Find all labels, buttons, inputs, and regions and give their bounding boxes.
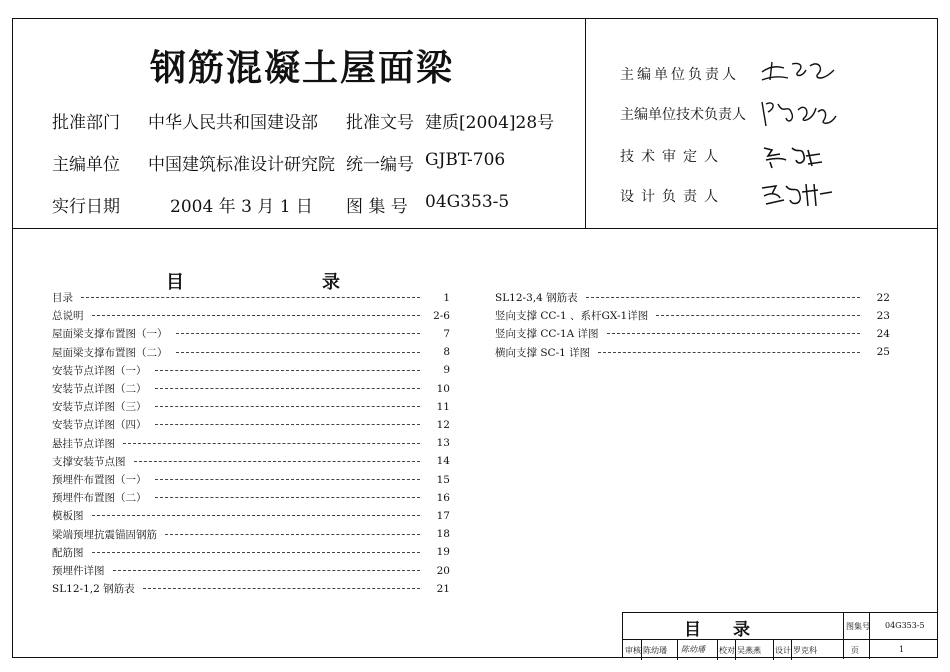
toc-entry: [52, 326, 450, 341]
editor-unit-label: 主编单位: [52, 155, 120, 175]
tb-divider: [773, 640, 774, 660]
toc-entry-title: SL12-1,2 钢筋表: [52, 583, 135, 596]
toc-entry: [495, 345, 890, 360]
toc-entry-title: 竖向支撑 CC-1A 详图: [495, 328, 599, 341]
toc-entry-title: 总说明: [52, 310, 84, 323]
toc-entry: [52, 363, 450, 378]
tb-divider: [791, 640, 792, 660]
toc-leader: [92, 515, 421, 516]
tb-divider: [677, 640, 678, 660]
toc-leader: [81, 297, 420, 298]
toc-leader: [113, 570, 421, 571]
sheet-title-right: 录: [733, 620, 782, 640]
toc-leader: [656, 315, 860, 316]
toc-entry-page: 21: [436, 582, 450, 595]
toc-leader: [123, 443, 420, 444]
tb-review-label: 审核: [625, 646, 641, 655]
tb-designer: 罗克科: [793, 646, 817, 655]
toc-leader: [607, 333, 860, 334]
title-block: [622, 612, 938, 658]
toc-entry-page: 24: [876, 327, 890, 340]
sig-role-chief-editor: 主编单位负责人: [620, 67, 739, 83]
toc-entry-title: 竖向支撑 CC-1 、系杆GX-1详图: [495, 310, 649, 323]
toc-entry: [52, 345, 450, 360]
unified-code-label: 统一编号: [346, 155, 414, 175]
header-divider: [12, 228, 938, 229]
tb-page-label: 页: [851, 646, 859, 655]
toc-leader: [143, 588, 420, 589]
toc-entry-title: 预埋件布置图（一）: [52, 474, 147, 486]
tb-divider: [641, 640, 642, 660]
toc-leader: [155, 388, 421, 389]
signature-1: [758, 56, 838, 86]
sig-role-technical-reviewer: 技术审定人: [620, 149, 725, 165]
tb-reviewer-signature: 陈幼璠: [681, 645, 705, 654]
toc-entry-page: 2-6: [433, 309, 450, 322]
approval-doc-value: 建质[2004]28号: [425, 113, 555, 133]
toc-entry-page: 11: [436, 400, 450, 413]
toc-entry: [52, 527, 450, 542]
sheet-title-left: 目: [684, 620, 733, 640]
toc-entry-title: 安装节点详图（四）: [52, 419, 147, 432]
toc-entry-page: 22: [876, 291, 890, 304]
editor-unit-value: 中国建筑标准设计研究院: [148, 155, 335, 175]
tb-divider: [735, 640, 736, 660]
toc-entry-page: 1: [443, 291, 450, 304]
toc-entry-title: 预埋件详图: [52, 565, 105, 577]
toc-heading-left: 目: [166, 272, 184, 293]
toc-entry-title: 配筋图: [52, 546, 84, 559]
toc-entry-title: 屋面梁支撑布置图（二）: [52, 346, 168, 359]
toc-entry-page: 19: [436, 546, 450, 559]
toc-leader: [92, 315, 421, 316]
toc-entry-title: 支撑安装节点图: [52, 455, 126, 468]
toc-entry: [52, 490, 450, 505]
toc-entry: [52, 417, 450, 432]
tb-atlas-label: 图集号: [846, 622, 870, 631]
sheet-title: [623, 615, 843, 640]
sig-role-tech-lead: 主编单位技术负责人: [620, 107, 746, 123]
toc-entry-page: 7: [443, 327, 450, 340]
toc-leader: [165, 534, 420, 535]
toc-entry-title: SL12-3,4 钢筋表: [495, 292, 578, 304]
toc-entry: [52, 581, 450, 596]
document-title: 钢筋混凝土屋面梁: [150, 47, 455, 89]
toc-entry-page: 8: [443, 346, 450, 359]
toc-leader: [155, 497, 421, 498]
tb-divider: [717, 640, 718, 660]
toc-leader: [155, 370, 421, 371]
toc-entry-page: 15: [436, 473, 450, 486]
toc-entry-title: 目录: [52, 292, 73, 304]
signature-4: [758, 178, 838, 210]
effective-date-value: 2004 年 3 月 1 日: [170, 197, 313, 217]
toc-entry-page: 14: [436, 455, 450, 468]
toc-leader: [176, 352, 421, 353]
toc-entry-title: 模板图: [52, 510, 84, 523]
toc-entry-page: 10: [436, 382, 450, 395]
toc-entry-page: 13: [436, 437, 450, 450]
toc-entry: [52, 290, 450, 305]
toc-leader: [155, 406, 421, 407]
toc-leader: [155, 479, 421, 480]
toc-entry-page: 20: [436, 564, 450, 577]
tb-atlas-value: 04G353-5: [885, 621, 925, 630]
effective-date-label: 实行日期: [52, 197, 120, 217]
tb-page-value: 1: [899, 645, 905, 654]
tb-checker: 吴燕燕: [737, 646, 761, 655]
toc-entry: [495, 308, 890, 323]
toc-entry: [52, 308, 450, 323]
toc-entry-page: 25: [876, 346, 890, 359]
approval-doc-label: 批准文号: [346, 113, 414, 133]
toc-entry: [52, 381, 450, 396]
toc-entry: [495, 326, 890, 341]
toc-entry-page: 16: [436, 491, 450, 504]
toc-leader: [598, 352, 860, 353]
toc-entry: [52, 508, 450, 523]
toc-entry-title: 横向支撑 SC-1 详图: [495, 346, 591, 359]
toc-entry-page: 9: [443, 364, 450, 377]
atlas-no-value: 04G353-5: [425, 192, 510, 212]
toc-entry-title: 安装节点详图（一）: [52, 364, 147, 377]
approval-dept-label: 批准部门: [52, 113, 120, 133]
toc-entry: [52, 472, 450, 487]
unified-code-value: GJBT-706: [425, 150, 506, 170]
toc-entry-page: 18: [436, 528, 450, 541]
toc-entry: [495, 290, 890, 305]
toc-entry-page: 12: [436, 418, 450, 431]
toc-leader: [92, 552, 421, 553]
toc-entry: [52, 399, 450, 414]
header-column-divider: [585, 18, 586, 228]
toc-entry-title: 安装节点详图（三）: [52, 401, 147, 414]
toc-entry: [52, 454, 450, 469]
toc-entry-title: 梁端预埋抗震锚固钢筋: [52, 528, 157, 541]
toc-entry-title: 悬挂节点详图: [52, 437, 115, 450]
toc-heading-right: 录: [322, 272, 340, 293]
toc-entry: [52, 563, 450, 578]
toc-entry-title: 屋面梁支撑布置图（一）: [52, 328, 168, 341]
toc-entry-title: 预埋件布置图（二）: [52, 492, 147, 505]
toc-leader: [155, 424, 421, 425]
tb-design-label: 设计: [775, 646, 791, 655]
sig-role-design-lead: 设计负责人: [620, 189, 725, 205]
toc-entry-title: 安装节点详图（二）: [52, 383, 147, 395]
toc-entry: [52, 436, 450, 451]
signature-3: [758, 140, 828, 170]
signature-2: [758, 96, 838, 130]
toc-entry-page: 23: [876, 309, 890, 322]
tb-signature-row: [623, 639, 937, 660]
toc-leader: [586, 297, 860, 298]
tb-check-label: 校对: [719, 646, 735, 655]
toc-entry-page: 17: [436, 509, 450, 522]
toc-leader: [134, 461, 421, 462]
tb-reviewer: 陈幼璠: [643, 646, 667, 655]
approval-dept-value: 中华人民共和国建设部: [148, 113, 318, 133]
toc-entry: [52, 545, 450, 560]
toc-leader: [176, 333, 421, 334]
atlas-no-label: 图 集 号: [346, 197, 408, 217]
